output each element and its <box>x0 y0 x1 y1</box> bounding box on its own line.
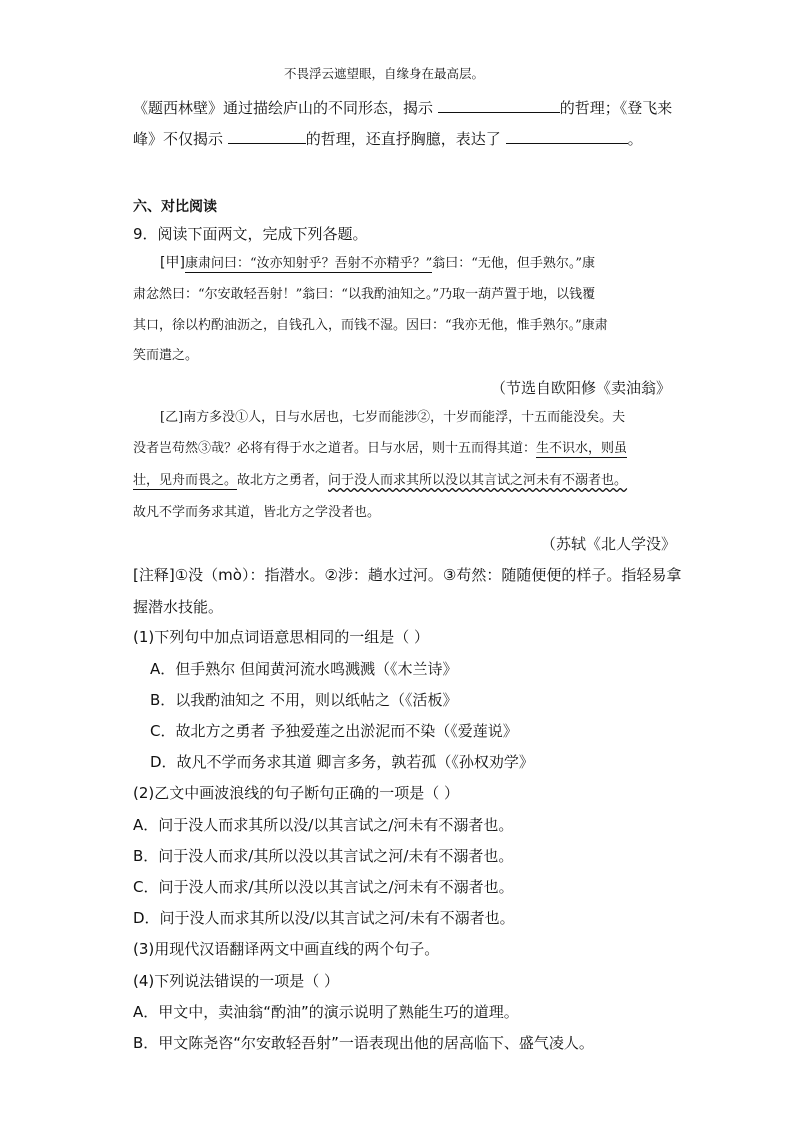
option-d[interactable]: D．故凡不学而务求其道 卿言多务，孰若孤（《孙权劝学》 <box>150 753 534 771</box>
question-9: 9．阅读下面两文，完成下列各题。 <box>133 225 368 243</box>
yi-wavy-sentence: 问于没人而求其所以没以其言试之河未有不溺者也。 <box>328 473 628 488</box>
fill-line-1 <box>133 98 672 118</box>
option-a[interactable]: A．甲文中，卖油翁“酌油”的演示说明了熟能生巧的道理。 <box>133 1003 519 1021</box>
question-stem: (1)下列句中加点词语意思相同的一组是（ ） <box>133 628 430 646</box>
top-quote: 不畏浮云遮望眼，自缘身在最高层。 <box>284 66 485 81</box>
question-stem: (3)用现代汉语翻译两文中画直线的两个句子。 <box>133 940 440 958</box>
yi-text: 故凡不学而务求其道，皆北方之学没者也。 <box>133 505 381 520</box>
jia-text: 肃忿然曰：“尔安敢轻吾射！”翁曰：“以我酌油知之。”乃取一葫芦置于地，以钱覆 <box>133 287 596 302</box>
section-heading: 六、对比阅读 <box>133 199 217 215</box>
question-stem: (2)乙文中画波浪线的句子断句正确的一项是（ ） <box>133 784 460 802</box>
notes-line: [注释]①没（mò）：指潜水。②涉：趟水过河。③苟然：随随便便的样子。指轻易拿 <box>133 566 682 584</box>
answer-blank <box>228 129 306 144</box>
option-c[interactable]: C．问于没人而求/其所以没以其言试之/河未有不溺者也。 <box>133 878 514 896</box>
jia-text: 其口，徐以杓酌油沥之，自钱孔入，而钱不湿。因曰：“我亦无他，惟手熟尔。”康肃 <box>133 318 608 333</box>
option-a[interactable]: A．问于没人而求其所以没/以其言试之/河未有不溺者也。 <box>133 816 514 834</box>
jia-label: [甲] <box>160 255 185 271</box>
fill-text: 的哲理；《登飞来 <box>559 99 673 117</box>
question-stem: (4)下列说法错误的一项是（ ） <box>133 972 340 990</box>
option-a[interactable]: A．但手熟尔 但闻黄河流水鸣溅溅（《木兰诗》 <box>150 660 458 678</box>
answer-blank <box>438 98 560 113</box>
option-d[interactable]: D．问于没人而求其所以没/以其言试之河/未有不溺者也。 <box>133 909 515 927</box>
jia-text: 翁曰：“无他，但手熟尔。”康 <box>432 256 596 271</box>
option-b[interactable]: B．问于没人而求/其所以没以其言试之河/未有不溺者也。 <box>133 847 514 865</box>
answer-blank <box>506 129 628 144</box>
fill-text: 《题西林壁》通过描绘庐山的不同形态，揭示 <box>133 99 434 117</box>
fill-text: 峰》不仅揭示 <box>133 130 224 148</box>
jia-underlined-sentence: 康肃问曰：“汝亦知射乎？吾射不亦精乎？” <box>184 256 433 271</box>
notes-line: 握潜水技能。 <box>133 598 224 616</box>
jia-source: （节选自欧阳修《卖油翁》 <box>491 379 672 397</box>
fill-text: 。 <box>627 130 643 148</box>
fill-line-2 <box>133 129 643 149</box>
yi-text: 没者岂苟然③哉？必将有得于水之道者。日与水居，则十五而得其道： <box>133 441 537 456</box>
option-b[interactable]: B．以我酌油知之 不用，则以纸帖之（《活板》 <box>150 691 458 709</box>
yi-text: 故北方之勇者， <box>237 473 329 488</box>
jia-text: 笑而遣之。 <box>133 348 199 363</box>
option-b[interactable]: B．甲文陈尧咨“尔安敢轻吾射”一语表现出他的居高临下、盛气凌人。 <box>133 1034 594 1052</box>
option-c[interactable]: C．故北方之勇者 予独爱莲之出淤泥而不染（《爱莲说》 <box>150 722 518 740</box>
fill-text: 的哲理，还直抒胸臆，表达了 <box>305 130 501 148</box>
yi-text: [乙]南方多没①人，日与水居也，七岁而能涉②，十岁而能浮，十五而能没矣。夫 <box>160 410 626 425</box>
yi-underlined-sentence: 生不识水，则虽 <box>536 441 628 456</box>
yi-source: （苏轼《北人学没》 <box>541 535 677 553</box>
yi-underlined-sentence: 壮，见舟而畏之。 <box>133 473 238 488</box>
